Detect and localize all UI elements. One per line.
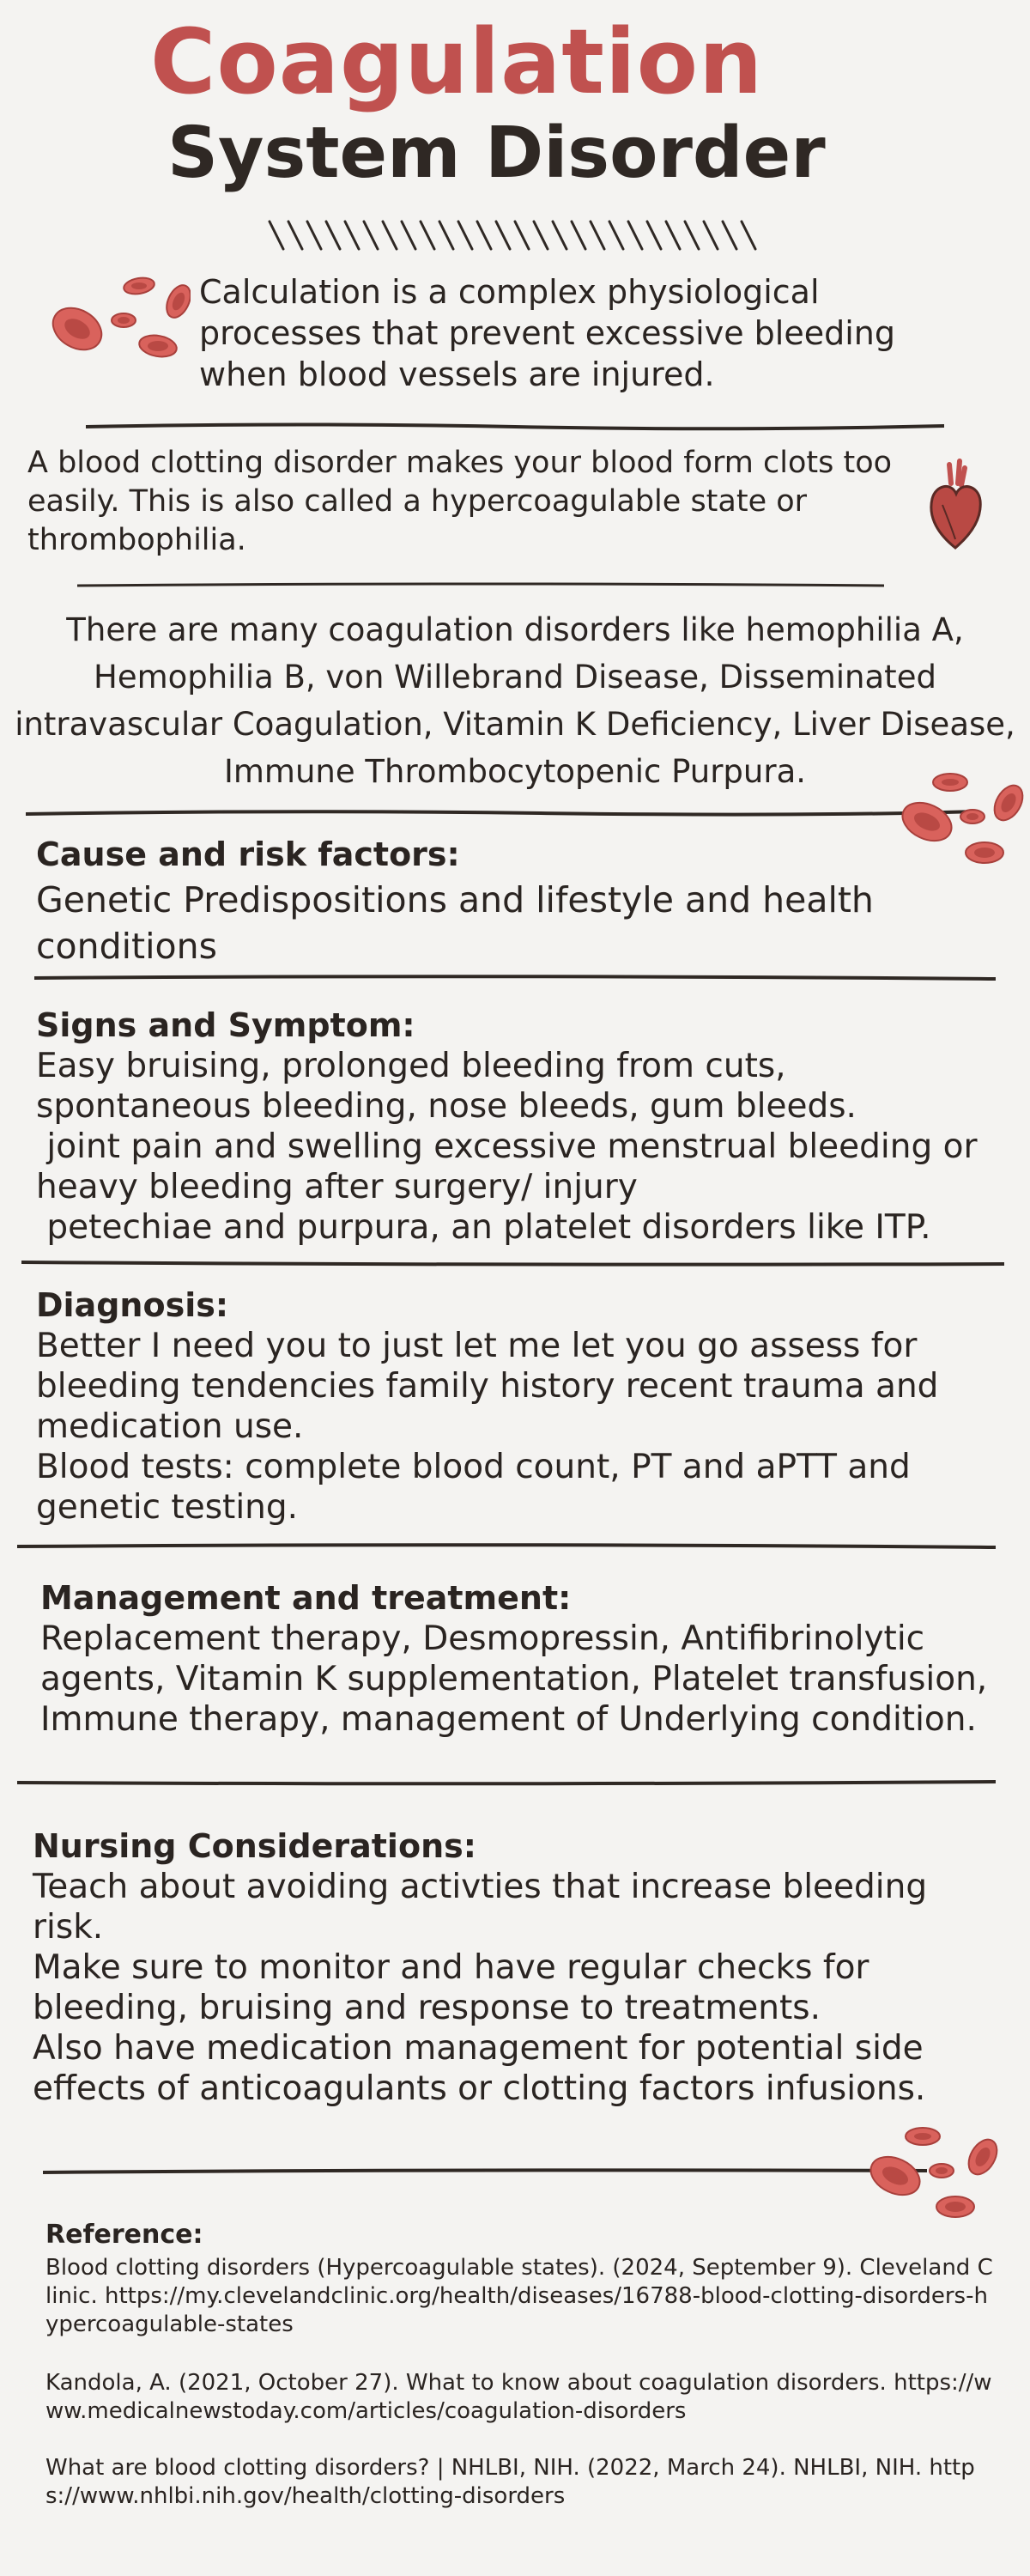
title-line-2: System Disorder — [167, 112, 826, 194]
management-text: Replacement therapy, Desmopressin, Antifibrinolytic agents, Vitamin K supplementation, Platelet transfusion, Immune therapy, management of Underlying condition. — [40, 1619, 988, 1739]
intro-text: Calculation is a complex physiological processes that prevent excessive bleeding when blood vessels are injured. — [199, 273, 895, 393]
divider — [34, 973, 996, 983]
reference-item-1: Blood clotting disorders (Hypercoagulable states). (2024, September 9). Cleveland Clinic. https://my.clevelandclinic.org/health/diseases/16788-blood-clotting-disorders-hypercoagulable-states — [45, 2255, 993, 2337]
signs-line-2: joint pain and swelling excessive menstrual bleeding or heavy bleeding after surgery/ injury — [36, 1127, 988, 1206]
management-heading: Management and treatment: — [40, 1579, 572, 1617]
title-line-1: Coagulation — [150, 9, 764, 114]
cause-text: Genetic Predispositions and lifestyle and health conditions — [36, 879, 874, 967]
hatch-decoration — [266, 216, 764, 254]
diagnosis-line-2: Blood tests: complete blood count, PT and aPTT and genetic testing. — [36, 1448, 911, 1527]
signs-heading: Signs and Symptom: — [36, 1006, 415, 1044]
divider — [26, 807, 978, 819]
types-text: There are many coagulation disorders like hemophilia A, Hemophilia B, von Willebrand Disease, Disseminated intravascular Coagulation, Vitamin K Deficiency, Liver Disease, Immune Thrombocytopenic Purpura. — [15, 611, 1015, 790]
nursing-line-2: Make sure to monitor and have regular checks for bleeding, bruising and response to treatments. — [33, 1948, 869, 2027]
heart-icon — [925, 458, 985, 552]
diagnosis-line-1: Better I need you to just let me let you go assess for bleeding tendencies family history recent trauma and medication use. — [36, 1327, 939, 1446]
signs-line-3: petechiae and purpura, an platelet disorders like ITP. — [36, 1208, 931, 1247]
divider — [86, 421, 944, 433]
divider — [77, 580, 884, 591]
diagnosis-section — [36, 1285, 1006, 1528]
definition-text: A blood clotting disorder makes your blood form clots too easily. This is also called a hypercoagulable state or thrombophilia. — [27, 446, 893, 557]
blood-cells-icon — [45, 270, 191, 374]
reference-item-3: What are blood clotting disorders? | NHLBI, NIH. (2022, March 24). NHLBI, NIH. https://www.nhlbi.nih.gov/health/clotting-disorders — [45, 2455, 975, 2509]
blood-cells-icon — [863, 2123, 1004, 2226]
divider — [17, 1541, 996, 1552]
nursing-heading: Nursing Considerations: — [33, 1827, 476, 1865]
nursing-line-3: Also have medication management for potential side effects of anticoagulants or clotting factors infusions. — [33, 2029, 926, 2108]
divider — [43, 2167, 927, 2178]
nursing-section — [33, 1826, 1003, 2109]
nursing-line-1: Teach about avoiding activties that increase bleeding risk. — [33, 1868, 928, 1947]
signs-line-1: Easy bruising, prolonged bleeding from cuts, spontaneous bleeding, nose bleeds, gum bleeds. — [36, 1047, 857, 1126]
divider — [21, 1259, 1004, 1269]
reference-item-2: Kandola, A. (2021, October 27). What to know about coagulation disorders. https://www.medicalnewstoday.com/articles/coagulation-disorders — [45, 2370, 992, 2424]
cause-section — [36, 834, 1006, 969]
signs-section — [36, 1005, 1006, 1248]
cause-heading: Cause and risk factors: — [36, 835, 460, 873]
diagnosis-heading: Diagnosis: — [36, 1286, 229, 1324]
divider — [17, 1777, 996, 1788]
reference-heading: Reference: — [45, 2220, 203, 2250]
management-section — [40, 1577, 1010, 1740]
